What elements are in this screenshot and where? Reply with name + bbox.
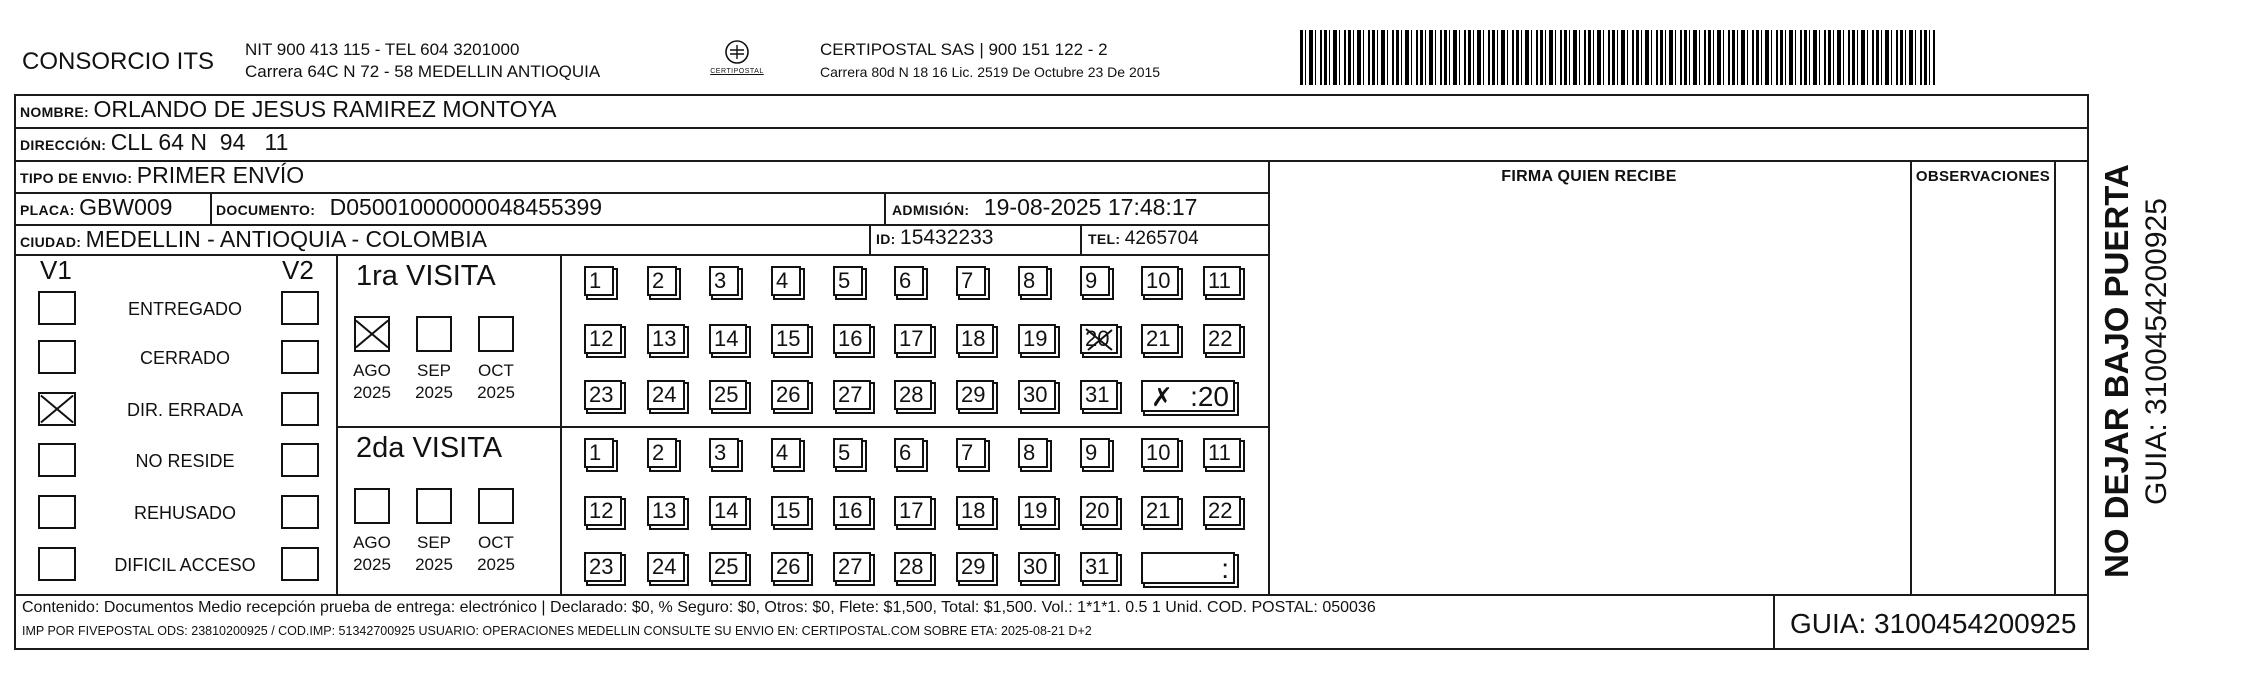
line: [336, 254, 338, 594]
v1-label: V1: [40, 255, 72, 285]
month-label: OCT: [478, 361, 514, 380]
name-label: NOMBRE:: [20, 104, 89, 120]
city: MEDELLIN - ANTIOQUIA - COLOMBIA: [85, 226, 487, 252]
v1-checkbox[interactable]: [38, 495, 76, 529]
day-box[interactable]: 28: [894, 380, 932, 410]
day-box[interactable]: 12: [584, 496, 622, 526]
admission-cell: [892, 194, 1197, 221]
courier-name: CERTIPOSTAL SAS | 900 151 122 - 2: [820, 40, 1108, 59]
v1-checkbox[interactable]: [38, 547, 76, 581]
day-box[interactable]: 4: [771, 438, 801, 468]
line: [210, 192, 212, 224]
day-box[interactable]: 21: [1141, 496, 1179, 526]
day-box[interactable]: 10: [1141, 266, 1179, 296]
v2-checkbox[interactable]: [281, 495, 319, 529]
day-box[interactable]: 31: [1080, 380, 1118, 410]
month-checkbox[interactable]: [354, 316, 390, 352]
status-label: DIR. ERRADA: [126, 400, 243, 420]
id-cell: [876, 226, 993, 250]
certipostal-logo-icon: [712, 36, 762, 86]
line: [560, 254, 562, 594]
day-box[interactable]: 20: [1080, 496, 1118, 526]
address-row: [20, 129, 288, 156]
v2-checkbox[interactable]: [281, 291, 319, 325]
day-box[interactable]: 15: [771, 324, 809, 354]
company-nit-tel: NIT 900 413 115 - TEL 604 3201000: [245, 40, 520, 59]
month-checkbox[interactable]: [354, 488, 390, 524]
day-box[interactable]: 1: [584, 266, 614, 296]
day-box[interactable]: 20: [1080, 324, 1118, 354]
status-label: REHUSADO: [133, 503, 236, 523]
certipostal-logo: [712, 36, 762, 86]
admission-date: 19-08-2025 17:48:17: [983, 194, 1198, 220]
month-label: AGO: [353, 361, 391, 380]
v1-checkbox[interactable]: [38, 443, 76, 477]
day-box[interactable]: 6: [894, 438, 924, 468]
id-label: ID:: [876, 231, 896, 247]
line: [869, 224, 871, 254]
send-type-label: TIPO DE ENVIO:: [20, 170, 133, 186]
courier-license: Carrera 80d N 18 16 Lic. 2519 De Octubre 23 De 2015: [820, 64, 1161, 80]
line: [1080, 224, 1082, 254]
status-label: NO RESIDE: [135, 451, 235, 471]
day-box[interactable]: 24: [647, 380, 685, 410]
day-box[interactable]: 8: [1018, 266, 1048, 296]
month-label: SEP: [416, 533, 452, 552]
day-box[interactable]: 3: [709, 438, 739, 468]
admission-label: ADMISIÓN:: [892, 202, 970, 218]
day-box[interactable]: 14: [709, 324, 747, 354]
day-box[interactable]: 22: [1203, 324, 1241, 354]
month-checkbox[interactable]: [478, 316, 514, 352]
day-box[interactable]: 6: [894, 266, 924, 296]
status-label: CERRADO: [139, 348, 230, 368]
year-label: 2025: [415, 555, 453, 574]
imp-line: IMP POR FIVEPOSTAL ODS: 23810200925 / COD.IMP: 51342700925 USUARIO: OPERACIONES MEDELLIN CONSULTE SU ENVIO EN: CERTIPOSTAL.COM SOBRE ETA: 2025-08-21 D+2: [22, 624, 1092, 638]
time-box[interactable]: [1141, 380, 1235, 412]
line: [2087, 94, 2089, 649]
side-warning: NO DEJAR BAJO PUERTA: [2098, 164, 2135, 578]
day-box[interactable]: 9: [1080, 438, 1110, 468]
id-number: 15432233: [900, 226, 994, 249]
send-type: PRIMER ENVÍO: [136, 162, 305, 188]
day-box[interactable]: 17: [894, 496, 932, 526]
year-label: 2025: [353, 383, 391, 402]
line: [14, 94, 16, 649]
day-box[interactable]: 9: [1080, 266, 1110, 296]
day-box[interactable]: 23: [584, 552, 622, 582]
company-address: Carrera 64C N 72 - 58 MEDELLIN ANTIOQUIA: [245, 62, 601, 81]
day-box[interactable]: 27: [833, 380, 871, 410]
day-box[interactable]: 13: [647, 324, 685, 354]
recipient-address: CLL 64 N 94 11: [110, 129, 289, 155]
year-label: 2025: [415, 383, 453, 402]
document-label: DOCUMENTO:: [216, 202, 316, 218]
day-box[interactable]: 24: [647, 552, 685, 582]
day-box[interactable]: 22: [1203, 496, 1241, 526]
year-label: 2025: [353, 555, 391, 574]
month-label: OCT: [478, 533, 514, 552]
day-box[interactable]: 12: [584, 324, 622, 354]
tel-label: TEL:: [1088, 231, 1121, 247]
v2-checkbox[interactable]: [281, 340, 319, 374]
day-box[interactable]: 8: [1018, 438, 1048, 468]
v2-label: V2: [282, 255, 314, 285]
day-box[interactable]: 5: [833, 266, 863, 296]
company-name: CONSORCIO ITS: [22, 48, 215, 75]
firma-label: FIRMA QUIEN RECIBE: [1501, 168, 1677, 185]
time-value: :: [1221, 553, 1229, 584]
footer-guia: GUIA: 3100454200925: [1790, 608, 2077, 639]
line: [884, 192, 886, 224]
recipient-name: ORLANDO DE JESUS RAMIREZ MONTOYA: [93, 96, 557, 122]
day-box[interactable]: 5: [833, 438, 863, 468]
day-box[interactable]: 18: [956, 496, 994, 526]
line: [14, 594, 2089, 596]
month-checkbox[interactable]: [416, 488, 452, 524]
plate-doc-row: [20, 194, 172, 221]
visit-title: 2da VISITA: [356, 432, 503, 464]
line: [14, 127, 2089, 129]
month-checkbox[interactable]: [478, 488, 514, 524]
day-box[interactable]: 30: [1018, 552, 1056, 582]
city-row: [20, 226, 487, 253]
day-box[interactable]: 23: [584, 380, 622, 410]
day-box[interactable]: 25: [709, 380, 747, 410]
day-box[interactable]: 25: [709, 552, 747, 582]
address-label: DIRECCIÓN:: [20, 137, 107, 153]
v1-checkbox[interactable]: [38, 291, 76, 325]
day-box[interactable]: 4: [771, 266, 801, 296]
line: [1773, 594, 1775, 649]
send-type-row: [20, 162, 304, 189]
day-box[interactable]: 10: [1141, 438, 1179, 468]
day-box[interactable]: 19: [1018, 496, 1056, 526]
time-box[interactable]: [1141, 552, 1235, 584]
day-box[interactable]: 31: [1080, 552, 1118, 582]
month-label: AGO: [353, 533, 391, 552]
name-row: [20, 96, 556, 123]
day-box[interactable]: 21: [1141, 324, 1179, 354]
visit-title: 1ra VISITA: [356, 260, 496, 292]
v1-checkbox[interactable]: [38, 392, 76, 426]
line: [1910, 160, 1912, 594]
document-cell: [216, 194, 602, 221]
day-box[interactable]: 29: [956, 380, 994, 410]
day-box[interactable]: 2: [647, 266, 677, 296]
day-box[interactable]: 27: [833, 552, 871, 582]
day-box[interactable]: 26: [771, 380, 809, 410]
status-label: DIFICIL ACCESO: [114, 555, 256, 575]
city-label: CIUDAD:: [20, 234, 82, 250]
day-box[interactable]: 3: [709, 266, 739, 296]
logo-text: CERTIPOSTAL: [710, 68, 764, 75]
plate-label: PLACA:: [20, 202, 75, 218]
day-box[interactable]: 30: [1018, 380, 1056, 410]
plate: GBW009: [79, 194, 173, 220]
day-box[interactable]: 14: [709, 496, 747, 526]
side-guia: GUIA: 3100454200925: [2140, 198, 2173, 505]
day-box[interactable]: 7: [956, 438, 986, 468]
time-value: :20: [1190, 381, 1229, 412]
day-box[interactable]: 26: [771, 552, 809, 582]
day-box[interactable]: 28: [894, 552, 932, 582]
day-box[interactable]: 11: [1203, 266, 1241, 296]
day-box[interactable]: 2: [647, 438, 677, 468]
status-label: ENTREGADO: [127, 299, 242, 319]
day-mark: [1082, 326, 1116, 352]
line: [336, 426, 1270, 428]
day-box[interactable]: 7: [956, 266, 986, 296]
day-box[interactable]: 29: [956, 552, 994, 582]
line: [2054, 160, 2056, 594]
month-checkbox[interactable]: [416, 316, 452, 352]
barcode: [1300, 30, 1935, 85]
document-number: D05001000000048455399: [329, 194, 603, 220]
time-mark: ✗: [1151, 382, 1173, 412]
day-box[interactable]: 15: [771, 496, 809, 526]
month-label: SEP: [416, 361, 452, 380]
day-box[interactable]: 16: [833, 324, 871, 354]
day-box[interactable]: 1: [584, 438, 614, 468]
v2-checkbox[interactable]: [281, 547, 319, 581]
content-line: Contenido: Documentos Medio recepción prueba de entrega: electrónico | Declarado: $0, % Seguro: $0, Otros: $0, Flete: $1,500, Total: $1,500. Vol.: 1*1*1. 0.5 1 Unid. COD. POSTAL: 050036: [22, 599, 1376, 616]
v2-checkbox[interactable]: [281, 443, 319, 477]
line: [14, 648, 2089, 650]
tel-cell: [1088, 228, 1199, 250]
day-box[interactable]: 16: [833, 496, 871, 526]
v2-checkbox[interactable]: [281, 392, 319, 426]
day-box[interactable]: 11: [1203, 438, 1241, 468]
line: [14, 254, 1270, 256]
year-label: 2025: [477, 383, 515, 402]
line: [1268, 160, 1270, 594]
observaciones-label: OBSERVACIONES: [1915, 168, 2051, 185]
year-label: 2025: [477, 555, 515, 574]
day-box[interactable]: 19: [1018, 324, 1056, 354]
day-box[interactable]: 17: [894, 324, 932, 354]
day-box[interactable]: 13: [647, 496, 685, 526]
day-box[interactable]: 18: [956, 324, 994, 354]
line: [14, 160, 2089, 162]
tel-number: 4265704: [1124, 228, 1199, 249]
v1-checkbox[interactable]: [38, 340, 76, 374]
